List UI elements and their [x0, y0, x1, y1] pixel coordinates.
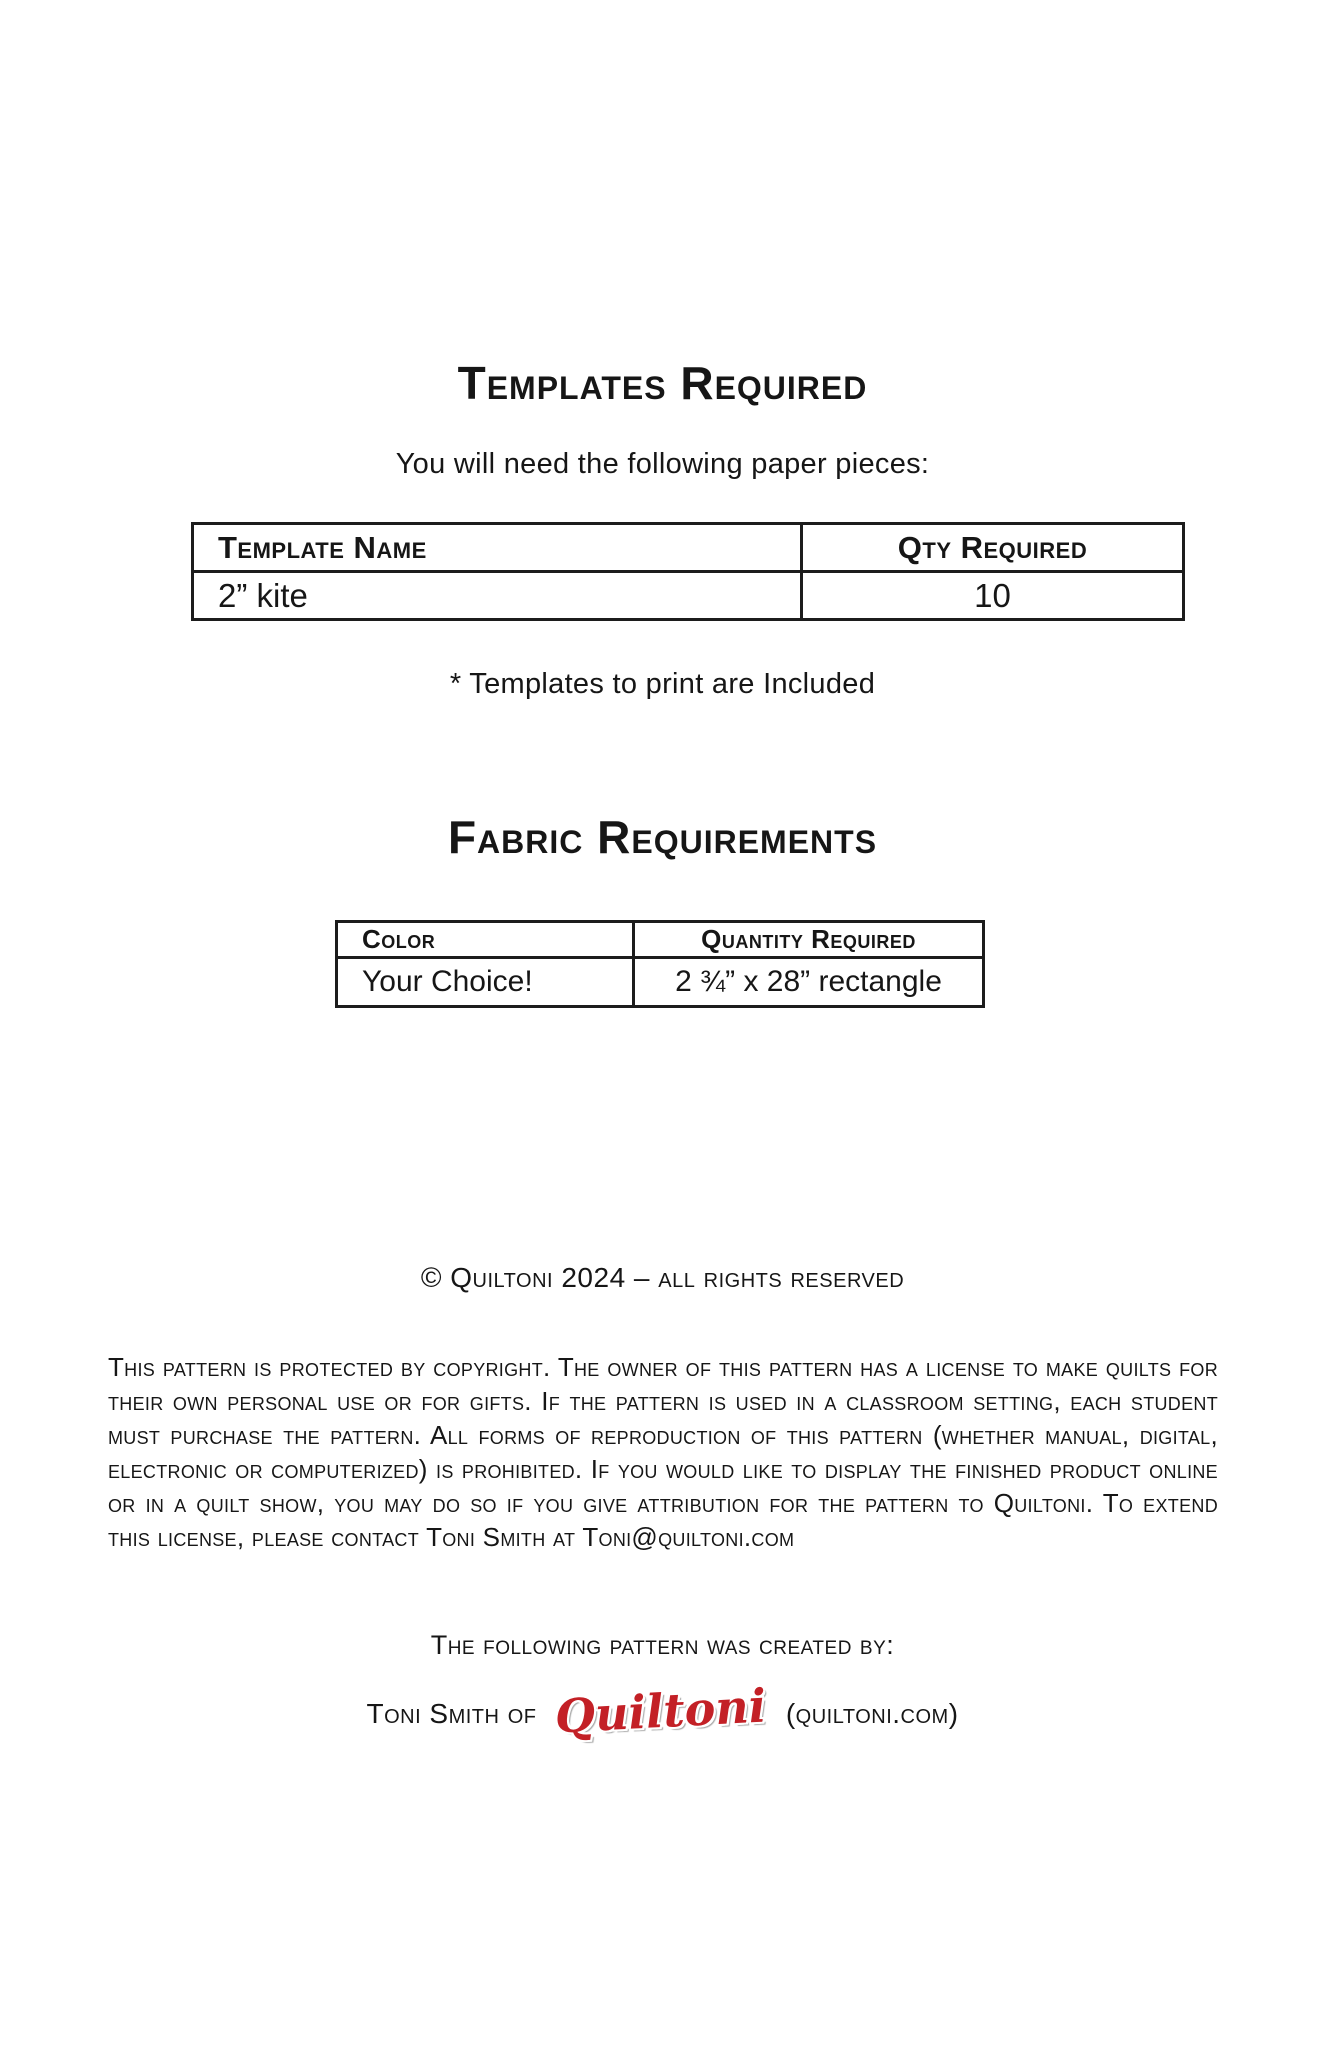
templates-required-title: Templates Required	[457, 357, 868, 409]
quantity-required-header: Quantity Required	[632, 923, 982, 956]
qty-required-header: Qty Required	[800, 525, 1182, 570]
templates-table	[191, 522, 1185, 621]
creator-line	[0, 1678, 1325, 1746]
quiltoni-logo: Quiltoni	[553, 1678, 767, 1744]
template-name-header: Template Name	[218, 529, 427, 565]
fabric-table	[335, 920, 985, 1008]
color-cell: Your Choice!	[362, 965, 533, 998]
fabric-requirements-title: Fabric Requirements	[447, 811, 878, 863]
templates-print-note: * Templates to print are Included	[449, 668, 876, 700]
license-paragraph: This pattern is protected by copyright. The owner of this pattern has a license to make quilts for their own personal use or for gifts. If the pattern is used in a classroom setting, each student must purchase the pattern. All forms of reproduction of this pattern (whether manual, digital, electronic or computerized) is prohibited. If you would like to display the finished product online or in a quilt show, you may do so if you give attribution for the pattern to Quiltoni. To extend this license, please contact Toni Smith at Toni@quiltoni.com	[108, 1352, 1218, 1552]
templates-subtitle: You will need the following paper pieces:	[395, 448, 930, 480]
color-header: Color	[362, 924, 436, 954]
qty-required-cell: 10	[800, 573, 1182, 618]
creator-suffix: (quiltoni.com)	[785, 1698, 959, 1729]
template-name-cell: 2” kite	[218, 576, 308, 614]
fabric-table-header-row	[338, 923, 982, 959]
fabric-table-row	[338, 959, 982, 1005]
copyright-line: © Quiltoni 2024 – all rights reserved	[420, 1262, 905, 1293]
templates-table-header-row	[194, 525, 1182, 573]
templates-table-row	[194, 573, 1182, 618]
quantity-required-cell: 2 ¾” x 28” rectangle	[632, 959, 982, 1005]
created-by-label: The following pattern was created by:	[430, 1630, 895, 1660]
creator-prefix: Toni Smith of	[366, 1698, 537, 1729]
